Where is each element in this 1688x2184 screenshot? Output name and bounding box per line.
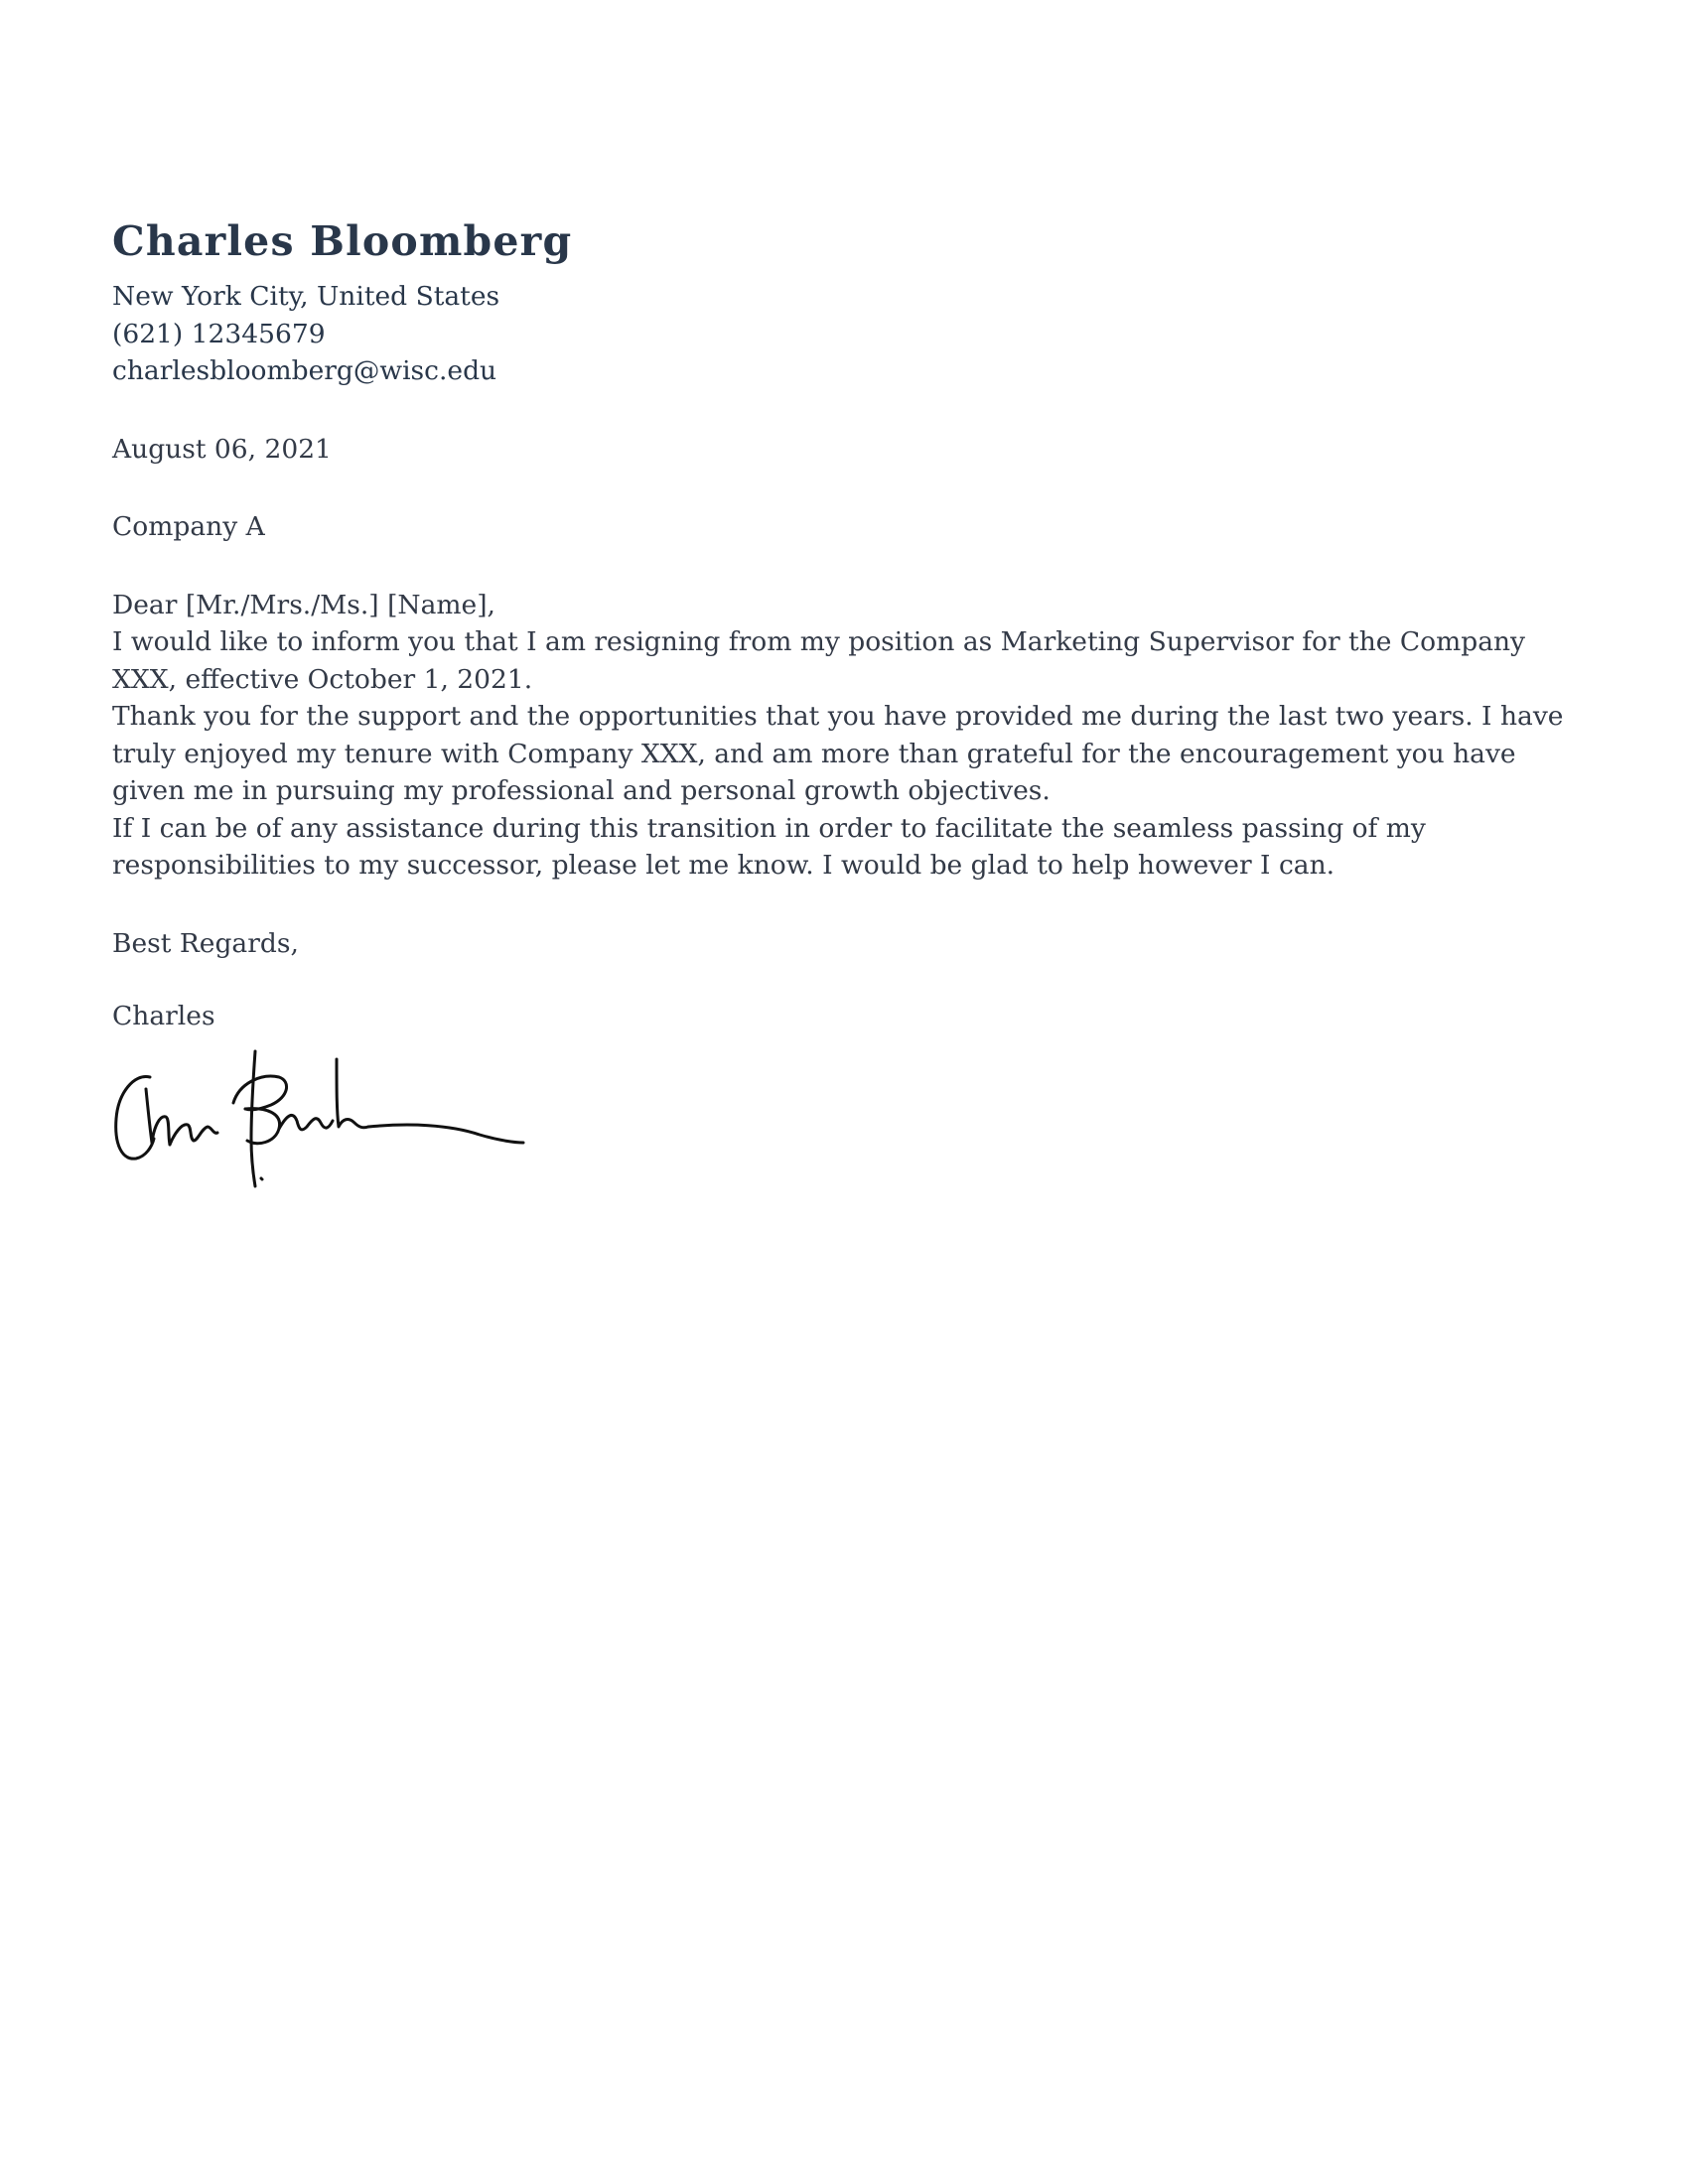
closing: Best Regards, <box>112 927 299 959</box>
signoff-name: Charles <box>112 1001 215 1031</box>
sender-name: Charles Bloomberg <box>112 217 573 265</box>
sender-location: New York City, United States <box>112 281 500 312</box>
body-paragraph-3: If I can be of any assistance during this transition in order to facilitate the seamless passing of my responsibilities to my successor, please let me know. I would be glad to help however I can. <box>112 812 1426 881</box>
body-paragraph-1: I would like to inform you that I am resigning from my position as Marketing Supervisor for the Company XXX, effective October 1, 2021. <box>112 626 1526 695</box>
salutation: Dear [Mr./Mrs./Ms.] [Name], <box>112 589 495 620</box>
handwritten-signature-icon <box>112 1049 529 1198</box>
resignation-letter <box>112 216 1582 1198</box>
sender-contact <box>112 278 1582 390</box>
recipient-company: Company A <box>112 511 265 542</box>
letter-date: August 06, 2021 <box>112 433 332 465</box>
sender-phone: (621) 12345679 <box>112 318 326 349</box>
sender-email: charlesbloomberg@wisc.edu <box>112 355 497 386</box>
body-paragraph-2: Thank you for the support and the opportunities that you have provided me during the last two years. I have truly enjoyed my tenure with Company XXX, and am more than grateful for the encouragement you have given me in pursuing my professional and personal growth objectives. <box>112 701 1564 806</box>
